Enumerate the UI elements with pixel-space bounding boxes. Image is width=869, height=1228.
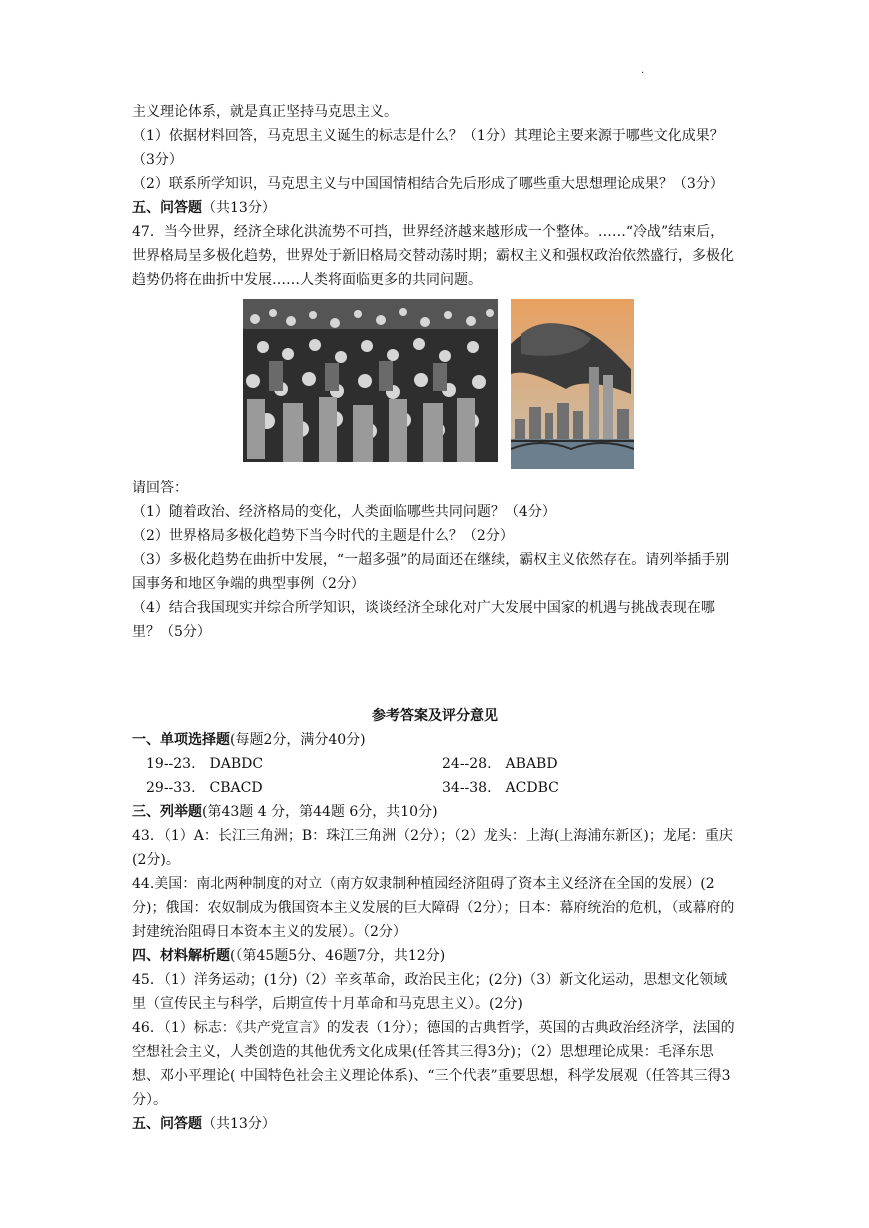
- answer-section-3-header: [132, 800, 738, 824]
- page-marker-dot: .: [641, 65, 645, 76]
- section-5-points: （共13分）: [202, 200, 276, 216]
- question-47-part-3: （3）多极化趋势在曲折中发展，“一超多强”的局面还在继续，霸权主义依然存在。请列举插手别国事务和地区争端的典型事例（2分）: [132, 552, 730, 592]
- question-46-part-1: （1）依据材料回答，马克思主义诞生的标志是什么？（1分）其理论主要来源于哪些文化成果？（3分）: [132, 128, 724, 168]
- answer-section-5-points: （共13分）: [202, 1116, 276, 1132]
- question-47-stem: 47．当今世界，经济全球化洪流势不可挡，世界经济越来越形成一个整体。……“冷战”结束后，世界格局呈多极化趋势，世界处于新旧格局交替动荡时期；霸权主义和强权政治依然盛行，多极化趋势仍将在曲折中发展……人类将面临更多的共同问题。: [132, 224, 734, 288]
- answer-row: [146, 776, 738, 800]
- answer-section-3-heading: 三、列举题: [132, 804, 202, 820]
- section-5-heading: 五、问答题: [132, 200, 202, 216]
- paragraph-tail: 主义理论体系，就是真正坚持马克思主义。: [132, 104, 398, 120]
- answer-section-1-header: [132, 728, 738, 752]
- answer-45: 45．（1）洋务运动；(1分)（2）辛亥革命，政治民主化；(2分)（3）新文化运动，思想文化领域里（宣传民主与科学，后期宣传十月革命和马克思主义）。(2分): [132, 972, 728, 1012]
- crowd-photo: [243, 299, 498, 462]
- answer-cell: 24--28. ABABD: [442, 756, 558, 772]
- answer-43: 43．（1）A：长江三角洲；B：珠江三角洲（2分）；（2）龙头：上海(上海浦东新区)；龙尾：重庆(2分)。: [132, 828, 733, 868]
- question-47-part-1: （1）随着政治、经济格局的变化，人类面临哪些共同问题？（4分）: [132, 504, 556, 520]
- answer-section-3-points: (第43题 4 分，第44题 6分，共10分): [202, 804, 438, 820]
- answer-section-4-header: [132, 944, 738, 968]
- answer-46: 46．（1）标志：《共产党宣言》的发表（1分）；德国的古典哲学，英国的古典政治经济学，法国的空想社会主义，人类创造的其他优秀文化成果(任答其三得3分)；（2）思想理论成果：毛泽东思想、邓小平理论( 中国特色社会主义理论体系)、“三个代表”重要思想，科学发展观（任答其三得3分）。: [132, 1020, 735, 1108]
- photo-row: [132, 299, 738, 471]
- answer-key-title: 参考答案及评分意见: [372, 708, 498, 724]
- answer-section-4-points: (（第45题5分、46题7分，共12分): [230, 948, 446, 964]
- question-47-part-2: （2）世界格局多极化趋势下当今时代的主题是什么？（2分）: [132, 528, 514, 544]
- answer-section-1-heading: 一、单项选择题: [132, 732, 230, 748]
- answer-cell: 19--23. DABDC: [146, 756, 264, 772]
- answer-44: 44.美国：南北两种制度的对立（南方奴隶制种植园经济阻碍了资本主义经济在全国的发展）(2分)；俄国：农奴制成为俄国资本主义发展的巨大障碍（2分）；日本：幕府统治的危机，（或幕府的封建统治阻碍日本资本主义的发展）。（2分）: [132, 876, 735, 940]
- answer-section-4-heading: 四、材料解析题: [132, 948, 230, 964]
- question-47-part-4: （4）结合我国现实并综合所学知识，谈谈经济全球化对广大发展中国家的机遇与挑战表现在哪里？（5分）: [132, 600, 715, 640]
- document-page: [132, 100, 738, 1136]
- answer-section-1-points: (每题2分，满分40分): [230, 732, 366, 748]
- section-5-header: [132, 196, 738, 220]
- twin-towers-photo: [511, 299, 634, 469]
- multiple-choice-answers: [132, 752, 738, 800]
- question-47-prompt: 请回答：: [132, 480, 188, 496]
- answer-cell: 29--33. CBACD: [146, 780, 263, 796]
- question-46-part-2: （2）联系所学知识，马克思主义与中国国情相结合先后形成了哪些重大思想理论成果？（3分）: [132, 176, 724, 192]
- answer-cell: 34--38. ACDBC: [442, 780, 559, 796]
- answer-section-5-header: [132, 1112, 738, 1136]
- answer-row: [146, 752, 738, 776]
- answer-section-5-heading: 五、问答题: [132, 1116, 202, 1132]
